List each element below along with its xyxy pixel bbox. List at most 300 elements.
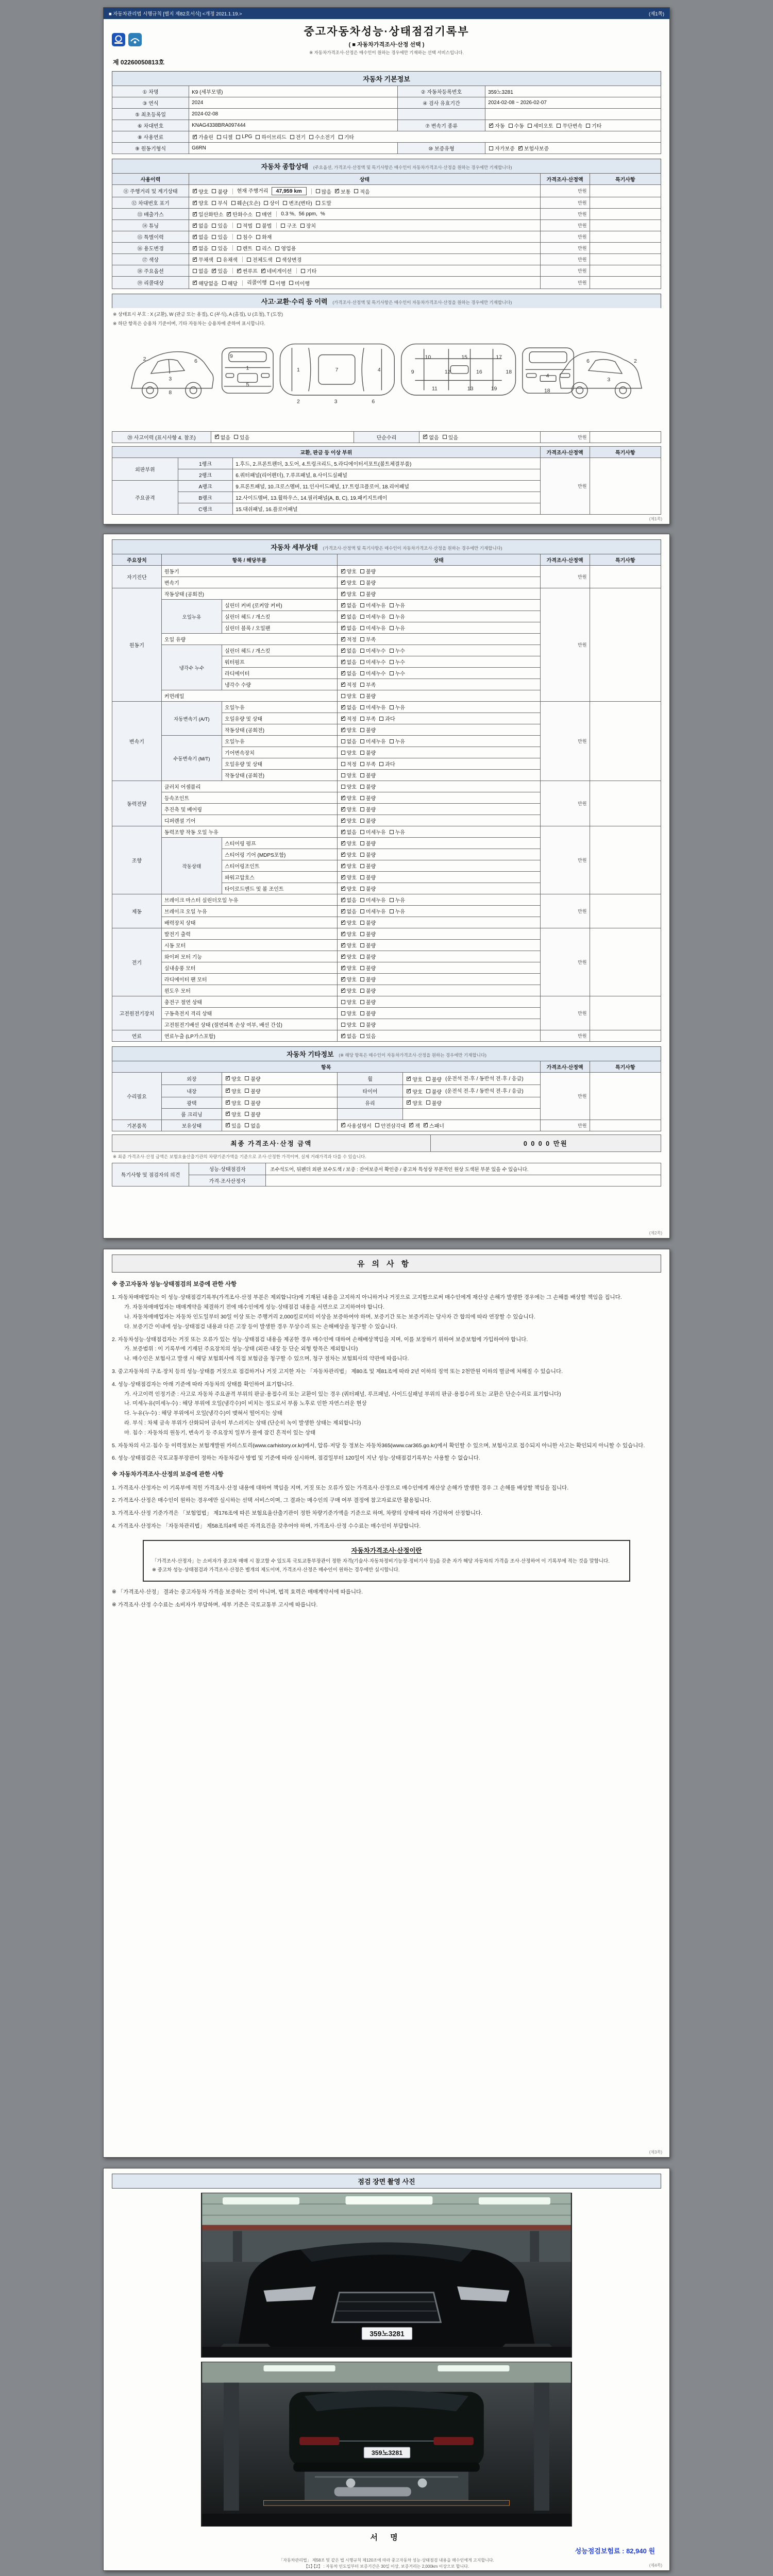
checkbox-option[interactable]	[256, 210, 272, 218]
state-cell[interactable]	[485, 120, 661, 131]
checkbox-option[interactable]	[290, 133, 306, 141]
item-state[interactable]	[337, 747, 540, 758]
checkbox-option[interactable]	[390, 737, 405, 745]
checkbox-label: 훼손(오손)	[237, 201, 261, 207]
checkbox-option[interactable]	[360, 987, 376, 994]
checkbox-option[interactable]	[231, 199, 260, 207]
checkbox-option[interactable]	[193, 233, 208, 241]
checkbox-option[interactable]	[247, 256, 273, 263]
checkbox-option[interactable]	[193, 210, 223, 218]
checkbox-option[interactable]	[226, 1110, 241, 1118]
item-state[interactable]	[337, 815, 540, 826]
item-state[interactable]	[337, 736, 540, 747]
checkbox-option[interactable]	[341, 805, 357, 813]
item-state[interactable]	[337, 838, 540, 849]
checkbox-option[interactable]	[360, 613, 386, 620]
text-cell: 특기사항	[590, 174, 661, 185]
checkbox-option[interactable]	[360, 839, 376, 847]
item-state[interactable]	[337, 883, 540, 894]
checkbox-option[interactable]	[341, 760, 357, 768]
state-cell[interactable]	[222, 1120, 337, 1131]
checkbox-option[interactable]	[360, 624, 386, 632]
text-cell: B랭크	[178, 492, 233, 503]
checkbox-option[interactable]	[226, 1099, 241, 1107]
checkbox-option[interactable]	[335, 188, 350, 195]
checkbox-label: 렌트	[242, 246, 253, 252]
checkbox-option[interactable]	[390, 669, 405, 677]
checkbox-option[interactable]	[341, 839, 357, 847]
remark-cell	[590, 702, 661, 781]
state-cell[interactable]	[485, 143, 661, 154]
checkbox-option[interactable]	[390, 613, 405, 620]
state-cell[interactable]	[419, 431, 540, 443]
checkbox-option[interactable]	[360, 1032, 376, 1040]
checkbox-option[interactable]	[341, 783, 357, 790]
checkbox-option[interactable]	[341, 1009, 357, 1017]
checkbox-option[interactable]	[341, 681, 357, 688]
checkbox-option[interactable]	[341, 987, 357, 994]
page-mark: (제3쪽)	[649, 2150, 662, 2155]
checkbox-option[interactable]	[245, 1075, 260, 1082]
notice-line: 4. 가격조사·산정자는 「자동차관리법」 제58조의4에 따른 자격요건을 갖추어야 하며, 가격조사·산정 수수료는 매수인이 부담합니다.	[112, 1522, 421, 1529]
checkbox-option[interactable]	[360, 647, 386, 654]
item-label: 스티어링조인트	[222, 860, 337, 872]
item-state[interactable]	[337, 996, 540, 1008]
state-cell[interactable]	[189, 254, 541, 265]
state-cell[interactable]	[189, 131, 661, 143]
checkbox-option[interactable]	[341, 726, 357, 734]
checkbox-option[interactable]	[390, 658, 405, 666]
checkbox-option[interactable]	[426, 1099, 442, 1107]
checkbox-label: 불량	[365, 977, 376, 983]
state-cell[interactable]	[403, 1084, 540, 1097]
checkbox-option[interactable]	[341, 624, 357, 632]
checkbox-option[interactable]	[245, 1122, 260, 1129]
checkbox-option[interactable]	[341, 862, 357, 870]
license-plate-rear: 359노3281	[371, 2449, 403, 2456]
checkbox-option[interactable]	[237, 267, 258, 275]
checkbox-option[interactable]	[390, 907, 405, 915]
checkbox-option[interactable]	[237, 233, 253, 241]
checkbox-option[interactable]	[341, 658, 357, 666]
checkbox-option[interactable]	[341, 794, 357, 802]
checkbox-option[interactable]	[407, 1088, 422, 1095]
state-cell[interactable]	[189, 231, 541, 243]
checkbox-option[interactable]	[375, 1122, 406, 1129]
checkbox	[360, 989, 364, 993]
text-cell: 0 0 0 0 만원	[430, 1134, 661, 1151]
item-state[interactable]	[337, 713, 540, 724]
checkbox-option[interactable]	[390, 703, 405, 711]
item-state[interactable]	[337, 770, 540, 781]
checkbox-option[interactable]	[360, 681, 376, 688]
checkbox-option[interactable]	[283, 199, 312, 207]
checkbox	[245, 1123, 249, 1127]
checkbox-label: 양호	[346, 989, 357, 994]
checkbox-option[interactable]	[341, 737, 357, 745]
checkbox-option[interactable]	[360, 635, 376, 643]
state-cell[interactable]	[189, 265, 541, 277]
checkbox-option[interactable]	[316, 188, 331, 195]
state-cell[interactable]	[222, 1108, 337, 1120]
item-state[interactable]	[337, 622, 540, 634]
checkbox-option[interactable]	[379, 715, 395, 722]
checkbox-option[interactable]	[586, 122, 601, 129]
checkbox-option[interactable]	[360, 919, 376, 926]
checkbox	[341, 1034, 345, 1038]
checkbox-option[interactable]	[341, 964, 357, 972]
notice-line: 2. 가격조사·산정은 매수인이 원하는 경우에만 실시하는 선택 서비스이며, 그 결과는 매수인의 구매 여부 결정에 참고자료로만 활용됩니다.	[112, 1497, 431, 1504]
checkbox-option[interactable]	[360, 749, 376, 756]
checkbox-option[interactable]	[276, 256, 302, 263]
checkbox-option[interactable]	[557, 122, 582, 129]
checkbox-option[interactable]	[289, 279, 310, 287]
checkbox-option[interactable]	[301, 267, 316, 275]
checkbox-option[interactable]	[341, 817, 357, 824]
checkbox	[354, 189, 358, 193]
checkbox-option[interactable]	[222, 279, 238, 287]
item-state[interactable]	[337, 781, 540, 792]
checkbox	[341, 830, 345, 834]
state-cell[interactable]	[403, 1073, 540, 1085]
checkbox-label: 없음	[250, 1123, 261, 1129]
table-row	[112, 265, 661, 277]
item-state[interactable]	[337, 668, 540, 679]
item-state[interactable]	[337, 951, 540, 962]
checkbox-option[interactable]	[341, 1032, 357, 1040]
state-cell[interactable]	[189, 220, 541, 231]
item-state[interactable]	[337, 792, 540, 804]
checkbox-option[interactable]	[341, 828, 357, 836]
checkbox-option[interactable]	[193, 267, 208, 275]
checkbox-option[interactable]	[390, 896, 405, 904]
checkbox-option[interactable]	[360, 771, 376, 779]
checkbox-label: 없음	[220, 435, 231, 441]
checkbox-option[interactable]	[341, 647, 357, 654]
item-state[interactable]	[337, 634, 540, 645]
checkbox-option[interactable]	[360, 851, 376, 858]
table-row	[112, 243, 661, 254]
checkbox-option[interactable]	[390, 647, 405, 654]
checkbox-option[interactable]	[245, 1110, 260, 1118]
checkbox-option[interactable]	[409, 1122, 420, 1129]
item-state[interactable]	[337, 577, 540, 588]
checkbox-option[interactable]	[212, 244, 227, 252]
checkbox	[360, 875, 364, 879]
checkbox-option[interactable]	[237, 222, 253, 229]
item-state[interactable]	[337, 985, 540, 996]
checkbox-option[interactable]	[193, 279, 219, 287]
text-cell: ⑫ 차대번호 표기	[112, 197, 189, 209]
page-1	[103, 7, 670, 524]
item-state[interactable]	[337, 974, 540, 985]
text-cell: ⑨ 원동기형식	[112, 143, 189, 154]
state-cell[interactable]	[337, 1120, 540, 1131]
checkbox-option[interactable]	[193, 188, 208, 195]
checkbox-option[interactable]	[341, 1021, 357, 1028]
checkbox-option[interactable]	[360, 703, 386, 711]
checkbox-option[interactable]	[256, 233, 272, 241]
item-state[interactable]	[337, 860, 540, 872]
checkbox-option[interactable]	[518, 144, 549, 152]
final-price-body	[112, 1134, 661, 1151]
item-state[interactable]	[337, 1030, 540, 1042]
checkbox-option[interactable]	[390, 828, 405, 836]
checkbox-option[interactable]	[193, 133, 213, 141]
state-cell[interactable]	[189, 197, 541, 209]
detail-row	[112, 826, 661, 838]
checkbox-option[interactable]	[354, 188, 369, 195]
checkbox	[341, 592, 345, 596]
checkbox-label: 적음	[360, 189, 370, 195]
item-state[interactable]	[337, 894, 540, 906]
checkbox-option[interactable]	[360, 896, 386, 904]
checkbox-option[interactable]	[360, 794, 376, 802]
item-state[interactable]	[337, 917, 540, 928]
price-cell: 만원	[540, 781, 590, 826]
checkbox-option[interactable]	[226, 1122, 241, 1129]
checkbox-option[interactable]	[341, 998, 357, 1006]
checkbox	[379, 762, 383, 766]
checkbox-option[interactable]	[212, 233, 227, 241]
checkbox-option[interactable]	[212, 222, 227, 229]
checkbox-option[interactable]	[341, 975, 357, 983]
checkbox-label: 자동	[495, 124, 505, 129]
checkbox	[237, 235, 241, 239]
item-label: 원동기	[161, 566, 337, 577]
checkbox-option[interactable]	[426, 1088, 442, 1095]
checkbox-option[interactable]	[341, 1122, 372, 1129]
checkbox-option[interactable]	[341, 919, 357, 926]
checkbox-option[interactable]	[360, 760, 376, 768]
item-state[interactable]	[337, 1008, 540, 1019]
checkbox-option[interactable]	[360, 669, 386, 677]
checkbox-option[interactable]	[360, 601, 386, 609]
checkbox	[360, 909, 364, 913]
item-state[interactable]	[337, 872, 540, 883]
checkbox-option[interactable]	[217, 133, 232, 141]
item-state[interactable]	[337, 566, 540, 577]
checkbox-option[interactable]	[360, 567, 376, 575]
checkbox-option[interactable]	[423, 433, 439, 441]
checkbox-option[interactable]	[341, 579, 357, 586]
checkbox-option[interactable]	[360, 1021, 376, 1028]
checkbox-option[interactable]	[360, 805, 376, 813]
text-cell	[590, 1073, 661, 1120]
checkbox-option[interactable]	[193, 199, 208, 207]
item-label: 오일누유	[222, 736, 337, 747]
device-label: 제동	[112, 894, 162, 928]
item-state[interactable]	[337, 928, 540, 940]
checkbox-option[interactable]	[360, 964, 376, 972]
checkbox-option[interactable]	[360, 953, 376, 960]
notice-line: 가. 사고이력 인정기준 : 사고로 자동차 주요골격 부위의 판금·용접수리 또는 교환이 있는 경우 (쿼터패널, 루프패널, 사이드실패널 부위의 판금·용접수리 또는 교환은 단순수리로 표기합니다)	[124, 1391, 561, 1397]
checkbox-option[interactable]	[341, 749, 357, 756]
checkbox-option[interactable]	[424, 1122, 444, 1129]
checkbox-option[interactable]	[360, 930, 376, 938]
checkbox-option[interactable]	[237, 244, 253, 252]
checkbox-option[interactable]	[360, 1009, 376, 1017]
checkbox-option[interactable]	[341, 715, 357, 722]
state-cell[interactable]	[222, 1084, 337, 1097]
checkbox-option[interactable]	[275, 244, 296, 252]
checkbox-option[interactable]	[316, 199, 331, 207]
checkbox-option[interactable]	[407, 1075, 422, 1083]
checkbox-option[interactable]	[212, 188, 227, 195]
state-cell[interactable]	[189, 185, 541, 197]
checkbox-option[interactable]	[443, 433, 458, 441]
state-cell[interactable]	[189, 243, 541, 254]
checkbox-option[interactable]	[270, 279, 285, 287]
checkbox-option[interactable]	[341, 613, 357, 620]
checkbox-option[interactable]	[360, 862, 376, 870]
checkbox-option[interactable]	[234, 433, 249, 441]
checkbox-option[interactable]	[193, 256, 213, 263]
item-state[interactable]	[337, 849, 540, 860]
checkbox	[341, 581, 345, 585]
checkbox-option[interactable]	[341, 851, 357, 858]
item-state[interactable]	[337, 611, 540, 622]
checkbox-option[interactable]	[509, 122, 524, 129]
checkbox-option[interactable]	[226, 1075, 241, 1082]
text-cell: KNAG4338BRA097444	[189, 120, 398, 131]
checkbox-option[interactable]	[215, 433, 230, 441]
checkbox-option[interactable]	[341, 590, 357, 598]
checkbox-label: 미세누수	[365, 660, 386, 666]
item-state[interactable]	[337, 906, 540, 917]
item-state[interactable]	[337, 702, 540, 713]
checkbox-option[interactable]	[256, 244, 272, 252]
checkbox-option[interactable]	[256, 222, 272, 229]
checkbox-option[interactable]	[341, 692, 357, 700]
checkbox-option[interactable]	[341, 907, 357, 915]
checkbox-option[interactable]	[245, 1099, 260, 1107]
checkbox-option[interactable]	[360, 737, 386, 745]
text-cell: ⑳ 사고이력 (표시사항 4. 참조)	[112, 431, 211, 443]
form-page-indicator: (제1쪽)	[649, 11, 664, 17]
checkbox-option[interactable]	[341, 567, 357, 575]
checkbox-label: 양호	[198, 201, 209, 207]
divider	[232, 268, 233, 274]
checkbox	[316, 189, 320, 193]
item-state[interactable]	[337, 724, 540, 736]
item-state[interactable]	[337, 758, 540, 770]
checkbox-option[interactable]	[341, 771, 357, 779]
item-state[interactable]	[337, 804, 540, 815]
checkbox-option[interactable]	[281, 222, 296, 229]
checkbox-option[interactable]	[227, 210, 253, 218]
checkbox-option[interactable]	[528, 122, 553, 129]
checkbox-option[interactable]	[212, 199, 227, 207]
item-state[interactable]	[337, 826, 540, 838]
checkbox-option[interactable]	[360, 907, 386, 915]
checkbox-option[interactable]	[245, 1087, 260, 1095]
checkbox-option[interactable]	[341, 635, 357, 643]
checkbox-option[interactable]	[489, 144, 515, 152]
checkbox-option[interactable]	[360, 579, 376, 586]
checkbox-option[interactable]	[379, 760, 395, 768]
text-cell: ⑮ 특별이력	[112, 231, 189, 243]
checkbox-option[interactable]	[360, 783, 376, 790]
item-state[interactable]	[337, 679, 540, 690]
state-cell[interactable]	[403, 1097, 540, 1108]
checkbox-option[interactable]	[341, 885, 357, 892]
checkbox-label: 네비게이션	[266, 269, 292, 275]
text-cell: 2024-02-08	[189, 109, 398, 120]
item-state[interactable]	[337, 656, 540, 668]
checkbox	[341, 875, 345, 879]
checkbox-option[interactable]	[360, 590, 376, 598]
checkbox	[261, 269, 265, 273]
checkbox-option[interactable]	[360, 817, 376, 824]
checkbox-option[interactable]	[360, 885, 376, 892]
item-state[interactable]	[337, 600, 540, 611]
text-cell	[590, 265, 661, 277]
checkbox-option[interactable]	[264, 199, 279, 207]
checkbox-option[interactable]	[390, 601, 405, 609]
checkbox-option[interactable]	[341, 601, 357, 609]
item-label: 파워고압호스	[222, 872, 337, 883]
item-state[interactable]	[337, 690, 540, 702]
state-cell[interactable]	[222, 1097, 337, 1108]
checkbox-option[interactable]	[360, 658, 386, 666]
state-cell[interactable]	[189, 209, 541, 220]
checkbox	[193, 246, 197, 250]
item-state[interactable]	[337, 645, 540, 656]
checkbox-option[interactable]	[236, 134, 252, 140]
checkbox-option[interactable]	[360, 941, 376, 949]
state-cell[interactable]	[189, 277, 541, 289]
damage-rank-table	[112, 446, 661, 515]
item-state[interactable]	[337, 940, 540, 951]
checkbox-option[interactable]	[360, 873, 376, 881]
checkbox-option[interactable]	[489, 122, 505, 129]
item-state[interactable]	[337, 1019, 540, 1030]
checkbox-option[interactable]	[360, 692, 376, 700]
checkbox-option[interactable]	[256, 133, 286, 141]
checkbox-option[interactable]	[426, 1075, 442, 1083]
checkbox-option[interactable]	[193, 244, 208, 252]
checkbox-option[interactable]	[360, 998, 376, 1006]
checkbox-option[interactable]	[341, 941, 357, 949]
checkbox-option[interactable]	[341, 930, 357, 938]
checkbox-option[interactable]	[360, 715, 376, 722]
state-cell[interactable]	[211, 431, 354, 443]
checkbox-option[interactable]	[360, 726, 376, 734]
notice-line: ※ 중고자동차 성능·상태점검의 보증에 관한 사항	[112, 1281, 237, 1287]
checkbox-option[interactable]	[341, 953, 357, 960]
checkbox-option[interactable]	[341, 669, 357, 677]
checkbox-option[interactable]	[309, 133, 335, 141]
checkbox-option[interactable]	[360, 975, 376, 983]
checkbox-option[interactable]	[217, 256, 238, 263]
item-state[interactable]	[337, 962, 540, 974]
checkbox-option[interactable]	[341, 703, 357, 711]
checkbox-option[interactable]	[261, 267, 292, 275]
checkbox-option[interactable]	[212, 267, 227, 275]
checkbox-option[interactable]	[407, 1099, 422, 1107]
checkbox-option[interactable]	[360, 828, 386, 836]
checkbox-option[interactable]	[193, 222, 208, 229]
checkbox-option[interactable]	[390, 624, 405, 632]
checkbox-option[interactable]	[341, 873, 357, 881]
checkbox-option[interactable]	[300, 222, 316, 229]
checkbox-option[interactable]	[339, 133, 354, 141]
checkbox-option[interactable]	[341, 896, 357, 904]
item-state[interactable]	[337, 588, 540, 600]
checkbox-option[interactable]	[226, 1087, 241, 1095]
state-cell[interactable]	[222, 1073, 337, 1085]
